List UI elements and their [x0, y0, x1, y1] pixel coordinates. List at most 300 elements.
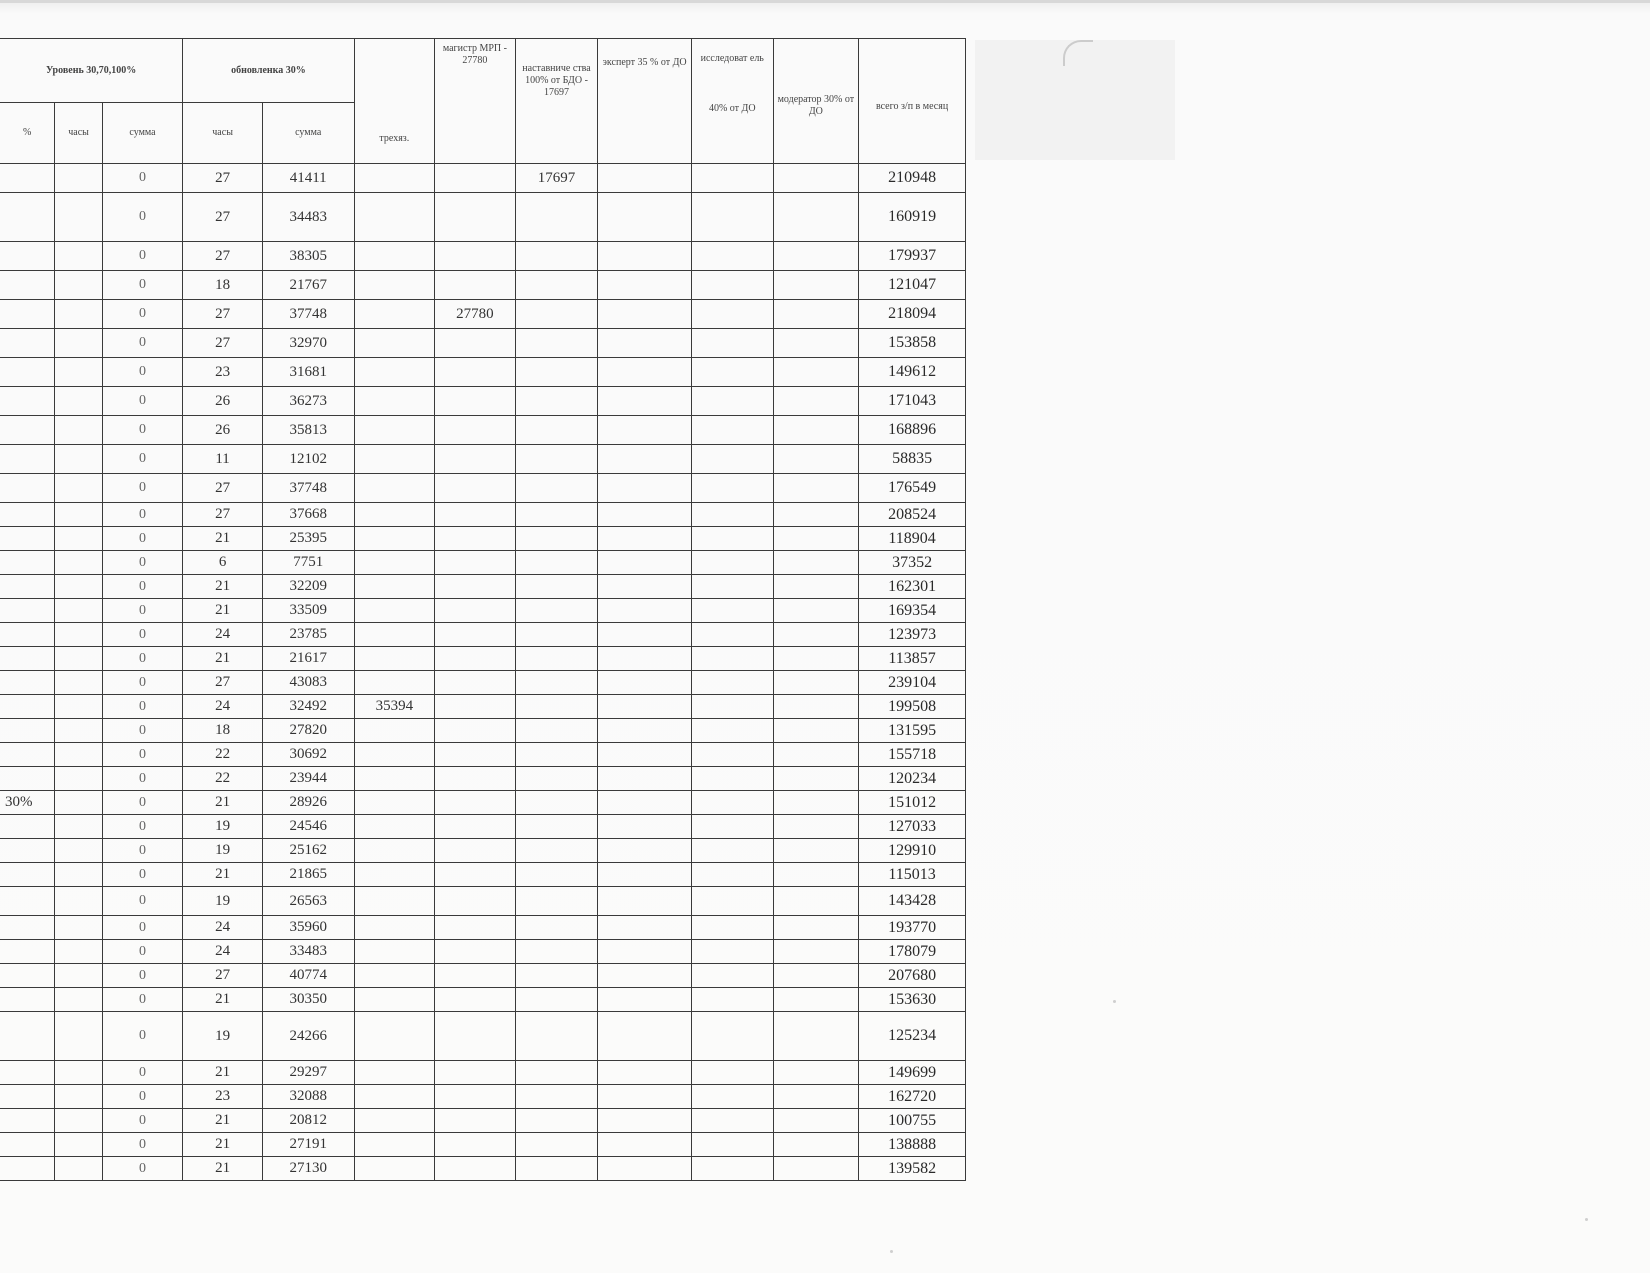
cell-hours-update: 27	[183, 164, 263, 193]
cell-mentoring	[515, 387, 598, 416]
cell-hours-level	[55, 1109, 102, 1133]
cell-hours-level	[55, 575, 102, 599]
cell-moderator	[773, 551, 859, 575]
cell-hours-update: 18	[183, 271, 263, 300]
cell-hours-level	[55, 964, 102, 988]
cell-sum-update: 30350	[262, 988, 354, 1012]
cell-moderator	[773, 300, 859, 329]
cell-researcher	[691, 474, 773, 503]
cell-magistr	[435, 1012, 516, 1061]
cell-hours-level	[55, 358, 102, 387]
cell-researcher	[691, 743, 773, 767]
cell-hours-update: 27	[183, 474, 263, 503]
cell-expert	[598, 503, 692, 527]
cell-researcher	[691, 623, 773, 647]
cell-total: 58835	[859, 445, 966, 474]
cell-trilingual	[354, 387, 435, 416]
cell-total: 171043	[859, 387, 966, 416]
cell-expert	[598, 940, 692, 964]
cell-percent	[0, 815, 55, 839]
cell-expert	[598, 1133, 692, 1157]
cell-researcher	[691, 527, 773, 551]
cell-sum-level: 0	[102, 988, 183, 1012]
cell-mentoring	[515, 940, 598, 964]
table-row	[0, 964, 966, 988]
cell-sum-update: 37668	[262, 503, 354, 527]
cell-trilingual	[354, 964, 435, 988]
cell-moderator	[773, 940, 859, 964]
cell-percent	[0, 1133, 55, 1157]
cell-researcher	[691, 671, 773, 695]
cell-researcher	[691, 575, 773, 599]
cell-percent: 30%	[0, 791, 55, 815]
cell-hours-update: 27	[183, 329, 263, 358]
cell-total: 151012	[859, 791, 966, 815]
cell-trilingual	[354, 503, 435, 527]
cell-percent	[0, 242, 55, 271]
cell-moderator	[773, 695, 859, 719]
cell-sum-level: 0	[102, 416, 183, 445]
cell-researcher	[691, 445, 773, 474]
cell-hours-level	[55, 671, 102, 695]
cell-trilingual	[354, 193, 435, 242]
cell-total: 115013	[859, 863, 966, 887]
cell-mentoring	[515, 1157, 598, 1181]
table-row	[0, 575, 966, 599]
header-hours-level: часы	[55, 103, 102, 164]
cell-expert	[598, 329, 692, 358]
cell-expert	[598, 1085, 692, 1109]
cell-mentoring	[515, 839, 598, 863]
cell-sum-update: 32209	[262, 575, 354, 599]
cell-total: 113857	[859, 647, 966, 671]
cell-mentoring	[515, 474, 598, 503]
cell-hours-update: 21	[183, 527, 263, 551]
cell-hours-update: 23	[183, 358, 263, 387]
cell-researcher	[691, 916, 773, 940]
cell-total: 179937	[859, 242, 966, 271]
cell-expert	[598, 300, 692, 329]
cell-trilingual	[354, 300, 435, 329]
cell-moderator	[773, 599, 859, 623]
cell-expert	[598, 863, 692, 887]
cell-hours-level	[55, 1061, 102, 1085]
cell-magistr	[435, 964, 516, 988]
cell-percent	[0, 503, 55, 527]
table-row	[0, 647, 966, 671]
cell-mentoring	[515, 416, 598, 445]
cell-sum-level: 0	[102, 445, 183, 474]
table-row	[0, 671, 966, 695]
cell-hours-update: 6	[183, 551, 263, 575]
cell-expert	[598, 916, 692, 940]
cell-total: 176549	[859, 474, 966, 503]
cell-hours-update: 27	[183, 300, 263, 329]
cell-researcher	[691, 791, 773, 815]
cell-sum-level: 0	[102, 503, 183, 527]
cell-sum-level: 0	[102, 815, 183, 839]
cell-percent	[0, 767, 55, 791]
cell-expert	[598, 164, 692, 193]
cell-hours-level	[55, 527, 102, 551]
cell-moderator	[773, 767, 859, 791]
cell-moderator	[773, 623, 859, 647]
cell-mentoring	[515, 1109, 598, 1133]
cell-magistr	[435, 445, 516, 474]
table-row	[0, 527, 966, 551]
cell-sum-level: 0	[102, 474, 183, 503]
cell-sum-update: 32088	[262, 1085, 354, 1109]
cell-sum-update: 29297	[262, 1061, 354, 1085]
cell-expert	[598, 599, 692, 623]
cell-mentoring	[515, 647, 598, 671]
table-row	[0, 767, 966, 791]
salary-table	[0, 38, 966, 1181]
cell-researcher	[691, 503, 773, 527]
cell-magistr: 27780	[435, 300, 516, 329]
header-update-group: обновленка 30%	[183, 39, 354, 103]
cell-sum-level: 0	[102, 1157, 183, 1181]
cell-mentoring: 17697	[515, 164, 598, 193]
cell-sum-update: 33483	[262, 940, 354, 964]
cell-magistr	[435, 767, 516, 791]
cell-magistr	[435, 527, 516, 551]
cell-trilingual	[354, 358, 435, 387]
cell-percent	[0, 300, 55, 329]
cell-hours-level	[55, 988, 102, 1012]
header-trilingual: трехяз.	[354, 39, 435, 164]
cell-hours-level	[55, 300, 102, 329]
cell-sum-update: 41411	[262, 164, 354, 193]
cell-mentoring	[515, 527, 598, 551]
cell-total: 239104	[859, 671, 966, 695]
cell-magistr	[435, 164, 516, 193]
cell-percent	[0, 671, 55, 695]
cell-expert	[598, 474, 692, 503]
cell-researcher	[691, 964, 773, 988]
cell-researcher	[691, 551, 773, 575]
table-row	[0, 503, 966, 527]
cell-magistr	[435, 575, 516, 599]
cell-trilingual	[354, 164, 435, 193]
cell-mentoring	[515, 719, 598, 743]
cell-percent	[0, 575, 55, 599]
cell-sum-update: 35960	[262, 916, 354, 940]
cell-hours-level	[55, 474, 102, 503]
cell-hours-update: 21	[183, 1157, 263, 1181]
cell-trilingual	[354, 863, 435, 887]
cell-moderator	[773, 647, 859, 671]
cell-researcher	[691, 647, 773, 671]
cell-researcher	[691, 940, 773, 964]
table-row	[0, 551, 966, 575]
cell-hours-level	[55, 599, 102, 623]
cell-trilingual	[354, 647, 435, 671]
cell-percent	[0, 1012, 55, 1061]
cell-magistr	[435, 887, 516, 916]
cell-magistr	[435, 647, 516, 671]
table-row	[0, 743, 966, 767]
cell-magistr	[435, 599, 516, 623]
cell-researcher	[691, 839, 773, 863]
cell-sum-update: 24546	[262, 815, 354, 839]
cell-percent	[0, 916, 55, 940]
cell-sum-level: 0	[102, 743, 183, 767]
cell-hours-update: 26	[183, 387, 263, 416]
cell-sum-level: 0	[102, 300, 183, 329]
cell-magistr	[435, 358, 516, 387]
cell-trilingual	[354, 445, 435, 474]
cell-percent	[0, 743, 55, 767]
cell-sum-level: 0	[102, 599, 183, 623]
cell-sum-update: 32970	[262, 329, 354, 358]
header-sum-level: сумма	[102, 103, 183, 164]
cell-researcher	[691, 329, 773, 358]
table-row	[0, 474, 966, 503]
cell-hours-update: 27	[183, 964, 263, 988]
cell-mentoring	[515, 551, 598, 575]
cell-expert	[598, 964, 692, 988]
cell-magistr	[435, 416, 516, 445]
cell-mentoring	[515, 358, 598, 387]
cell-sum-level: 0	[102, 193, 183, 242]
cell-researcher	[691, 164, 773, 193]
cell-magistr	[435, 1085, 516, 1109]
cell-moderator	[773, 1133, 859, 1157]
cell-sum-level: 0	[102, 964, 183, 988]
cell-trilingual	[354, 575, 435, 599]
cell-hours-update: 27	[183, 503, 263, 527]
cell-expert	[598, 1061, 692, 1085]
cell-sum-update: 35813	[262, 416, 354, 445]
cell-sum-update: 33509	[262, 599, 354, 623]
cell-magistr	[435, 1109, 516, 1133]
cell-moderator	[773, 1157, 859, 1181]
cell-expert	[598, 767, 692, 791]
cell-sum-update: 21617	[262, 647, 354, 671]
cell-trilingual	[354, 329, 435, 358]
cell-researcher	[691, 242, 773, 271]
cell-mentoring	[515, 767, 598, 791]
cell-hours-level	[55, 503, 102, 527]
cell-expert	[598, 695, 692, 719]
header-hours-update: часы	[183, 103, 263, 164]
cell-total: 120234	[859, 767, 966, 791]
table-row	[0, 863, 966, 887]
cell-trilingual	[354, 474, 435, 503]
cell-magistr	[435, 743, 516, 767]
cell-hours-level	[55, 271, 102, 300]
cell-percent	[0, 416, 55, 445]
cell-magistr	[435, 1133, 516, 1157]
cell-moderator	[773, 271, 859, 300]
table-row	[0, 1133, 966, 1157]
cell-total: 178079	[859, 940, 966, 964]
cell-mentoring	[515, 1012, 598, 1061]
cell-hours-update: 24	[183, 695, 263, 719]
cell-hours-level	[55, 1085, 102, 1109]
cell-total: 149699	[859, 1061, 966, 1085]
cell-moderator	[773, 503, 859, 527]
table-row	[0, 416, 966, 445]
header-percent: %	[0, 103, 55, 164]
cell-expert	[598, 647, 692, 671]
cell-total: 121047	[859, 271, 966, 300]
scan-speck	[1113, 1000, 1116, 1003]
cell-researcher	[691, 1061, 773, 1085]
cell-total: 169354	[859, 599, 966, 623]
cell-percent	[0, 940, 55, 964]
cell-sum-level: 0	[102, 164, 183, 193]
table-row	[0, 623, 966, 647]
cell-mentoring	[515, 964, 598, 988]
cell-hours-level	[55, 623, 102, 647]
cell-sum-level: 0	[102, 623, 183, 647]
cell-expert	[598, 575, 692, 599]
cell-total: 138888	[859, 1133, 966, 1157]
cell-hours-level	[55, 329, 102, 358]
cell-researcher	[691, 863, 773, 887]
cell-total: 193770	[859, 916, 966, 940]
cell-hours-update: 24	[183, 940, 263, 964]
cell-hours-level	[55, 551, 102, 575]
cell-expert	[598, 271, 692, 300]
cell-hours-update: 27	[183, 242, 263, 271]
page-top-edge	[0, 0, 1650, 3]
table-row	[0, 916, 966, 940]
cell-moderator	[773, 1109, 859, 1133]
cell-hours-update: 24	[183, 916, 263, 940]
cell-expert	[598, 988, 692, 1012]
cell-percent	[0, 387, 55, 416]
cell-researcher	[691, 767, 773, 791]
table-row	[0, 599, 966, 623]
cell-percent	[0, 1157, 55, 1181]
cell-trilingual	[354, 271, 435, 300]
cell-moderator	[773, 474, 859, 503]
header-sum-update: сумма	[262, 103, 354, 164]
cell-hours-update: 22	[183, 743, 263, 767]
cell-moderator	[773, 791, 859, 815]
cell-moderator	[773, 387, 859, 416]
cell-researcher	[691, 599, 773, 623]
table-row	[0, 887, 966, 916]
cell-sum-update: 7751	[262, 551, 354, 575]
cell-mentoring	[515, 300, 598, 329]
cell-moderator	[773, 164, 859, 193]
cell-researcher	[691, 1157, 773, 1181]
cell-hours-level	[55, 791, 102, 815]
cell-mentoring	[515, 242, 598, 271]
cell-magistr	[435, 791, 516, 815]
cell-total: 162720	[859, 1085, 966, 1109]
cell-expert	[598, 1157, 692, 1181]
cell-percent	[0, 719, 55, 743]
cell-percent	[0, 358, 55, 387]
cell-expert	[598, 839, 692, 863]
cell-researcher	[691, 988, 773, 1012]
cell-hours-level	[55, 387, 102, 416]
table-row	[0, 1109, 966, 1133]
cell-hours-level	[55, 887, 102, 916]
cell-magistr	[435, 839, 516, 863]
cell-percent	[0, 445, 55, 474]
cell-sum-update: 34483	[262, 193, 354, 242]
cell-moderator	[773, 329, 859, 358]
cell-trilingual	[354, 916, 435, 940]
cell-percent	[0, 164, 55, 193]
cell-sum-level: 0	[102, 791, 183, 815]
header-mentoring: наставниче ства 100% от БДО - 17697	[515, 39, 598, 164]
cell-researcher	[691, 358, 773, 387]
cell-moderator	[773, 358, 859, 387]
cell-percent	[0, 329, 55, 358]
cell-sum-update: 32492	[262, 695, 354, 719]
cell-moderator	[773, 964, 859, 988]
cell-researcher	[691, 1133, 773, 1157]
table-row	[0, 988, 966, 1012]
cell-expert	[598, 527, 692, 551]
table-row	[0, 1012, 966, 1061]
cell-researcher	[691, 416, 773, 445]
cell-total: 160919	[859, 193, 966, 242]
cell-moderator	[773, 1085, 859, 1109]
cell-sum-update: 21767	[262, 271, 354, 300]
table-row	[0, 242, 966, 271]
cell-mentoring	[515, 863, 598, 887]
cell-moderator	[773, 445, 859, 474]
cell-percent	[0, 839, 55, 863]
cell-sum-update: 26563	[262, 887, 354, 916]
cell-moderator	[773, 1061, 859, 1085]
cell-mentoring	[515, 887, 598, 916]
cell-sum-level: 0	[102, 329, 183, 358]
cell-sum-update: 21865	[262, 863, 354, 887]
cell-hours-level	[55, 743, 102, 767]
cell-mentoring	[515, 791, 598, 815]
cell-researcher	[691, 887, 773, 916]
cell-expert	[598, 416, 692, 445]
cell-total: 155718	[859, 743, 966, 767]
table-row	[0, 695, 966, 719]
cell-sum-update: 28926	[262, 791, 354, 815]
cell-sum-level: 0	[102, 1061, 183, 1085]
cell-magistr	[435, 671, 516, 695]
cell-expert	[598, 551, 692, 575]
cell-percent	[0, 964, 55, 988]
cell-mentoring	[515, 599, 598, 623]
cell-expert	[598, 743, 692, 767]
cell-mentoring	[515, 916, 598, 940]
header-moderator: модератор 30% от ДО	[773, 39, 859, 164]
cell-percent	[0, 988, 55, 1012]
cell-mentoring	[515, 623, 598, 647]
cell-expert	[598, 815, 692, 839]
cell-trilingual	[354, 1109, 435, 1133]
cell-expert	[598, 887, 692, 916]
cell-sum-level: 0	[102, 527, 183, 551]
cell-mentoring	[515, 575, 598, 599]
cell-sum-level: 0	[102, 863, 183, 887]
cell-hours-update: 27	[183, 671, 263, 695]
cell-expert	[598, 387, 692, 416]
cell-hours-level	[55, 1157, 102, 1181]
cell-mentoring	[515, 815, 598, 839]
cell-sum-update: 40774	[262, 964, 354, 988]
table-row	[0, 719, 966, 743]
cell-total: 149612	[859, 358, 966, 387]
cell-magistr	[435, 387, 516, 416]
